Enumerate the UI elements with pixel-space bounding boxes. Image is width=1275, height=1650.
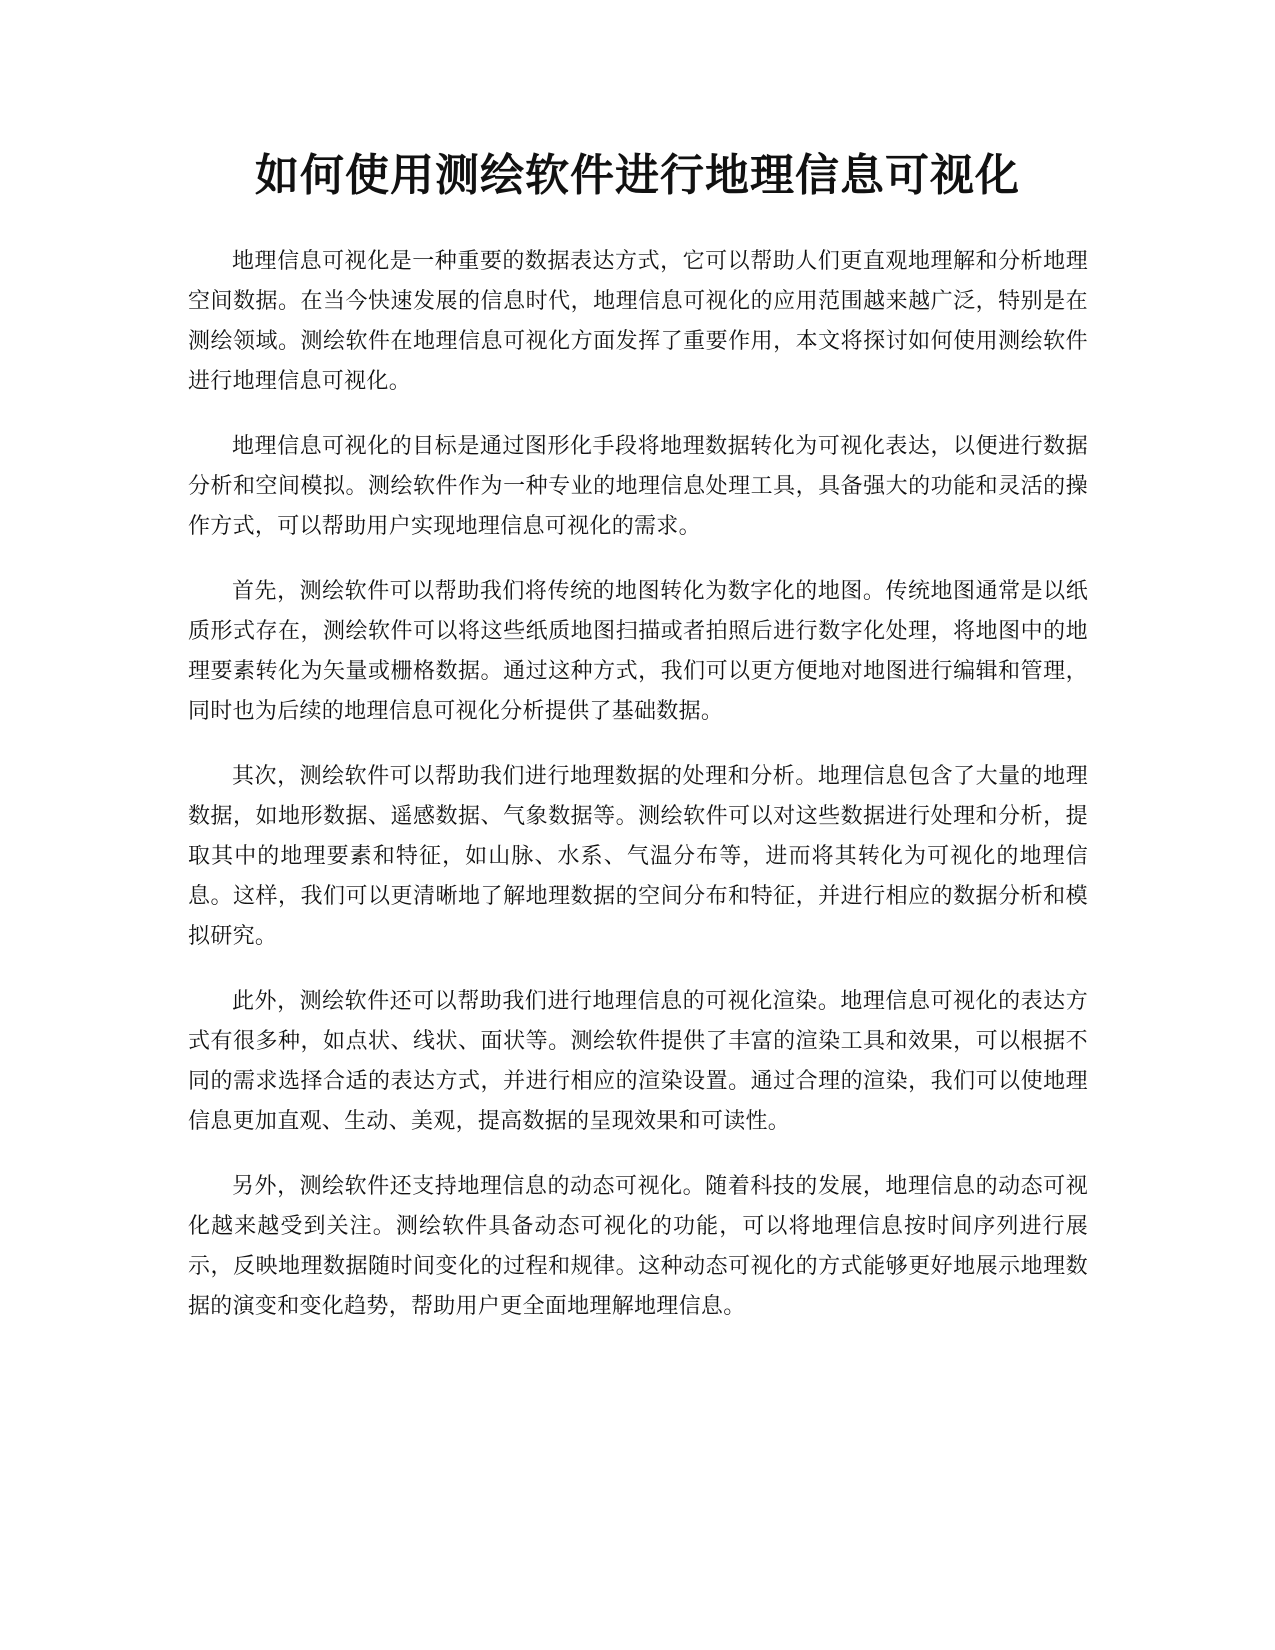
paragraph-4: 其次，测绘软件可以帮助我们进行地理数据的处理和分析。地理信息包含了大量的地理数据，如地形数据、遥感数据、气象数据等。测绘软件可以对这些数据进行处理和分析，提取其中的地理要素和特征，如山脉、水系、气温分布等，进而将其转化为可视化的地理信息。这样，我们可以更清晰地了解地理数据的空间分布和特征，并进行相应的数据分析和模拟研究。 xyxy=(188,764,1088,949)
paragraph-3: 首先，测绘软件可以帮助我们将传统的地图转化为数字化的地图。传统地图通常是以纸质形式存在，测绘软件可以将这些纸质地图扫描或者拍照后进行数字化处理，将地图中的地理要素转化为矢量或栅格数据。通过这种方式，我们可以更方便地对地图进行编辑和管理，同时也为后续的地理信息可视化分析提供了基础数据。 xyxy=(188,579,1088,724)
paragraph-1: 地理信息可视化是一种重要的数据表达方式，它可以帮助人们更直观地理解和分析地理空间数据。在当今快速发展的信息时代，地理信息可视化的应用范围越来越广泛，特别是在测绘领域。测绘软件在地理信息可视化方面发挥了重要作用，本文将探讨如何使用测绘软件进行地理信息可视化。 xyxy=(188,249,1088,394)
paragraph-5: 此外，测绘软件还可以帮助我们进行地理信息的可视化渲染。地理信息可视化的表达方式有很多种，如点状、线状、面状等。测绘软件提供了丰富的渲染工具和效果，可以根据不同的需求选择合适的表达方式，并进行相应的渲染设置。通过合理的渲染，我们可以使地理信息更加直观、生动、美观，提高数据的呈现效果和可读性。 xyxy=(188,989,1088,1134)
document-body xyxy=(188,242,1088,1352)
page-title: 如何使用测绘软件进行地理信息可视化 xyxy=(255,150,1020,201)
paragraph-2: 地理信息可视化的目标是通过图形化手段将地理数据转化为可视化表达，以便进行数据分析和空间模拟。测绘软件作为一种专业的地理信息处理工具，具备强大的功能和灵活的操作方式，可以帮助用户实现地理信息可视化的需求。 xyxy=(188,434,1088,539)
paragraph-6: 另外，测绘软件还支持地理信息的动态可视化。随着科技的发展，地理信息的动态可视化越来越受到关注。测绘软件具备动态可视化的功能，可以将地理信息按时间序列进行展示，反映地理数据随时间变化的过程和规律。这种动态可视化的方式能够更好地展示地理数据的演变和变化趋势，帮助用户更全面地理解地理信息。 xyxy=(188,1174,1088,1319)
